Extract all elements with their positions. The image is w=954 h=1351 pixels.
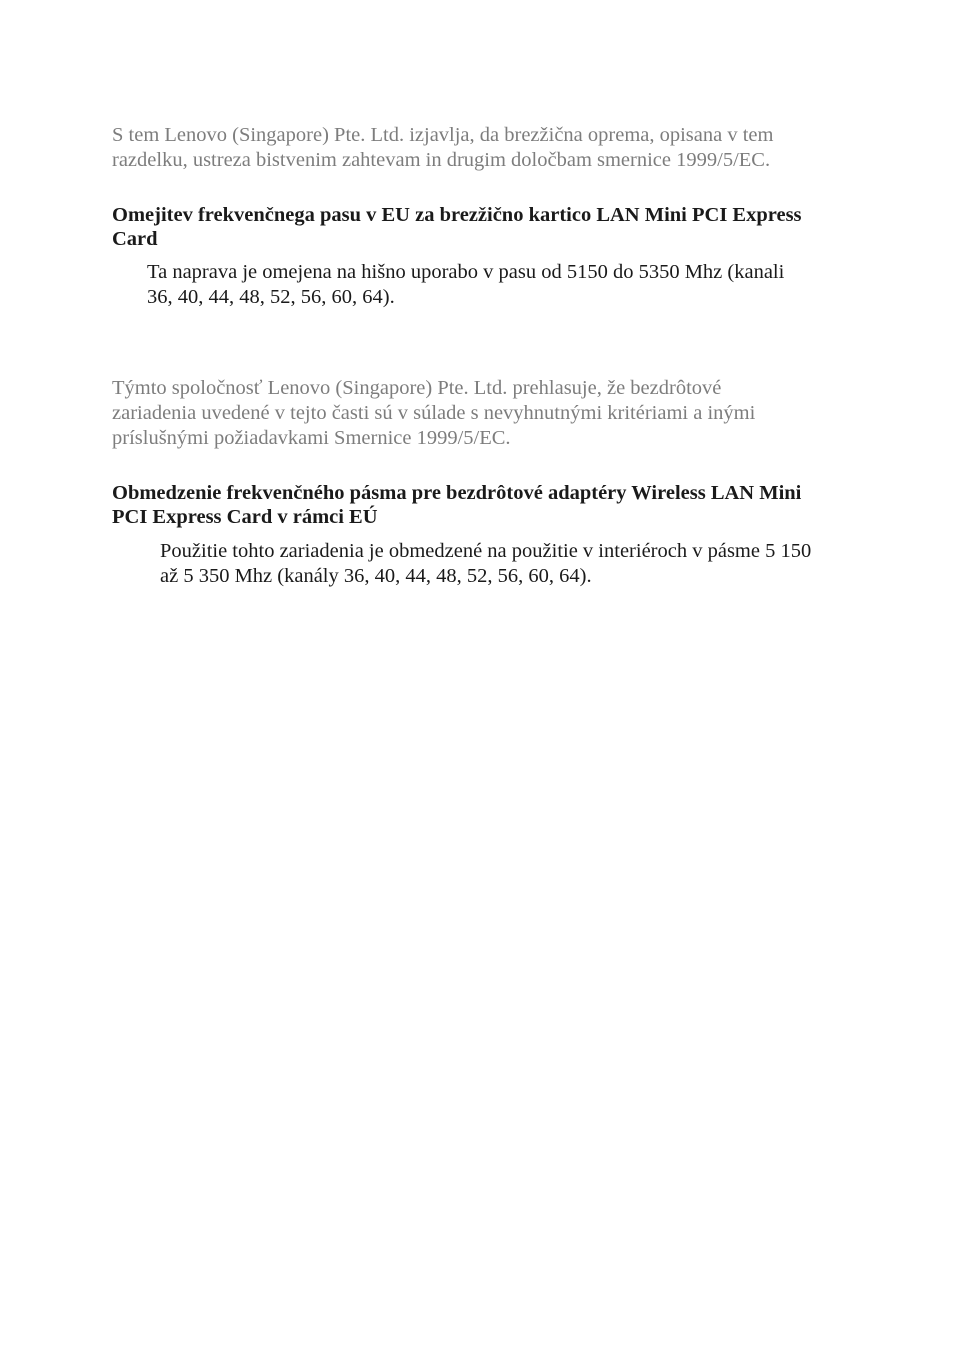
slovak-declaration-line: Týmto spoločnosť Lenovo (Singapore) Pte. Ltd. prehlasuje, že bezdrôtové bbox=[112, 377, 722, 399]
slovak-declaration-line: zariadenia uvedené v tejto časti sú v súlade s nevyhnutnými kritériami a inými bbox=[112, 402, 756, 424]
slovak-heading-line: Obmedzenie frekvenčného pásma pre bezdrôtové adaptéry Wireless LAN Mini bbox=[112, 482, 802, 504]
slovak-heading-line: PCI Express Card v rámci EÚ bbox=[112, 506, 378, 528]
slovenian-body-line: Ta naprava je omejena na hišno uporabo v pasu od 5150 do 5350 Mhz (kanali bbox=[147, 261, 785, 283]
slovenian-frequency-heading bbox=[112, 203, 802, 251]
slovak-body-line: až 5 350 Mhz (kanály 36, 40, 44, 48, 52, 56, 60, 64). bbox=[160, 565, 592, 587]
slovenian-frequency-text bbox=[147, 260, 784, 310]
slovak-frequency-heading bbox=[112, 481, 801, 529]
slovak-declaration-line: príslušnými požiadavkami Smernice 1999/5/EC. bbox=[112, 427, 511, 449]
slovenian-body-line: 36, 40, 44, 48, 52, 56, 60, 64). bbox=[147, 286, 395, 308]
slovenian-heading-line: Omejitev frekvenčnega pasu v EU za brezžično kartico LAN Mini PCI Express bbox=[112, 204, 802, 226]
slovak-body-line: Použitie tohto zariadenia je obmedzené na použitie v interiéroch v pásme 5 150 bbox=[160, 540, 812, 562]
slovenian-heading-line: Card bbox=[112, 228, 158, 250]
slovenian-declaration-line: S tem Lenovo (Singapore) Pte. Ltd. izjavlja, da brezžična oprema, opisana v tem bbox=[112, 124, 774, 146]
slovenian-declaration bbox=[112, 123, 773, 173]
slovak-frequency-text bbox=[160, 539, 811, 589]
slovak-declaration bbox=[112, 376, 755, 451]
slovenian-declaration-line: razdelku, ustreza bistvenim zahtevam in drugim določbam smernice 1999/5/EC. bbox=[112, 149, 771, 171]
